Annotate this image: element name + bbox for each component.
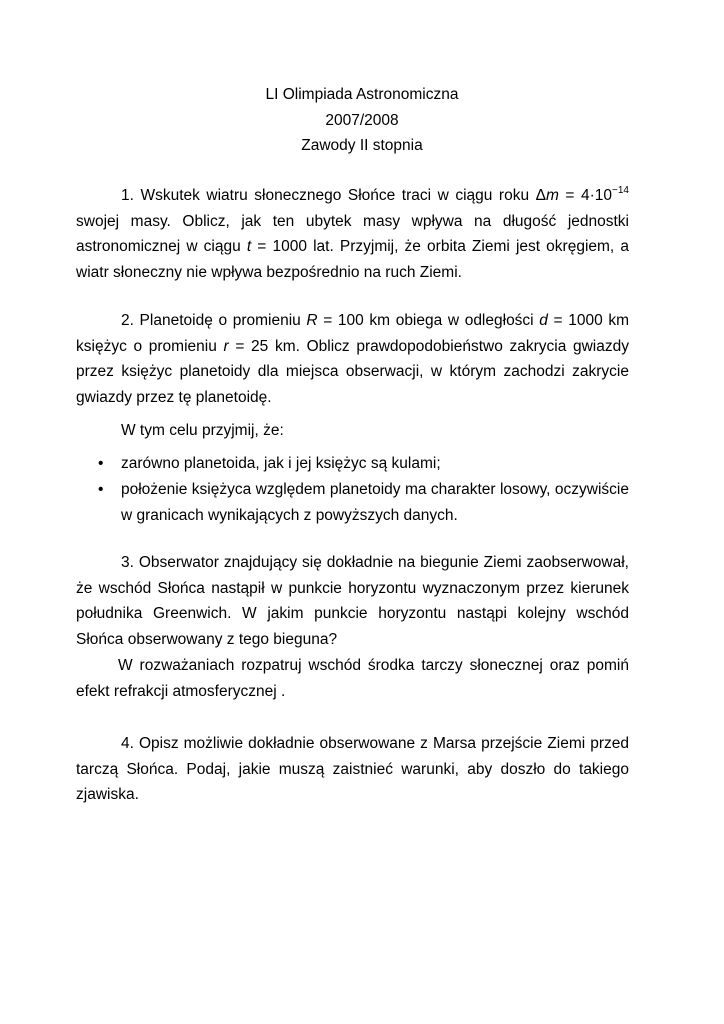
task-3: 3. Obserwator znajdujący się dokładnie na biegunie Ziemi zaobserwował, że wschód Słońca nastąpił w punkcie horyzontu wyznaczonym przez kierunek południka Greenwich. W jakim punkcie horyzontu nastąpi kolejny wschód Słońca obserwowany z tego bieguna? <box>76 554 629 648</box>
olympiad-title: LI Olimpiada Astronomiczna <box>265 86 459 103</box>
bullet-icon: • <box>98 455 104 472</box>
task-2: 2. Planetoidę o promieniu R = 100 km obiega w odległości d = 1000 km księżyc o promieniu r = 25 km. Oblicz prawdopodobieństwo zakrycia gwiazdy przez księżyc planetoidy dla miejsca obserwacji, w którym zachodzi zakrycie gwiazdy przez tę planetoidę. <box>76 312 629 406</box>
task-4: 4. Opisz możliwie dokładnie obserwowane z Marsa przejście Ziemi przed tarczą Słońca. Podaj, jakie muszą zaistnieć warunki, aby doszło do takiego zjawiska. <box>76 735 629 803</box>
school-year: 2007/2008 <box>325 112 399 129</box>
stage-title: Zawody II stopnia <box>301 137 423 154</box>
task-2-assumption-intro: W tym celu przyjmij, że: <box>121 422 284 439</box>
task-3-note: W rozważaniach rozpatruj wschód środka tarczy słonecznej oraz pomiń efekt refrakcji atmosferycznej . <box>76 657 629 700</box>
bullet-icon: • <box>98 481 104 498</box>
task-1: 1. Wskutek wiatru słonecznego Słońce traci w ciągu roku $\Delta m = 4\cdot 10^{-14}$ swojej masy. Oblicz, jak ten ubytek masy wpływa na długość jednostki astronomicznej w ciągu t = 1000 lat. Przyjmij, że orbita Ziemi jest okręgiem, a wiatr słoneczny nie wpływa bezpośrednio na ruch Ziemi. <box>76 185 630 281</box>
document-page: LI Olimpiada Astronomiczna 2007/2008 Zawody II stopnia 1. Wskutek wiatru słonecznego Słońce traci w ciągu roku $\Delta m = 4\cdot 10^{-14}$ swojej masy. Oblicz, jak ten ubytek masy wpływa na długość jednostki astronomicznej w ciągu t = 1000 lat. Przyjmij, że orbita Ziemi jest okręgiem, a wiatr słoneczny nie wpływa bezpośrednio na ruch Ziemi. 2. Planetoidę o promieniu R = 100 km obiega w odległości d = 1000 km księżyc o promieniu r = 25 km. Oblicz prawdopodobieństwo zakrycia gwiazdy przez księżyc planetoidy dla miejsca obserwacji, w którym zachodzi zakrycie gwiazdy przez tę planetoidę. W tym celu przyjmij, że: • zarówno planetoida, jak i jej księżyc są kulami; • położenie księżyca względem planetoidy ma charakter losowy, oczywiście w granicach wynikających z powyższych danych. 3. Obserwator znajdujący się dokładnie na biegunie Ziemi zaobserwował, że wschód Słońca nastąpił w punkcie horyzontu wyznaczonym przez kierunek południka Greenwich. W jakim punkcie horyzontu nastąpi kolejny wschód Słońca obserwowany z tego bieguna? W rozważaniach rozpatruj wschód środka tarczy słonecznej oraz pomiń efekt refrakcji atmosferycznej . 4. Opisz możliwie dokładnie obserwowane z Marsa przejście Ziemi przed tarczą Słońca. Podaj, jakie muszą zaistnieć warunki, aby doszło do takiego zjawiska. <box>0 0 724 1024</box>
